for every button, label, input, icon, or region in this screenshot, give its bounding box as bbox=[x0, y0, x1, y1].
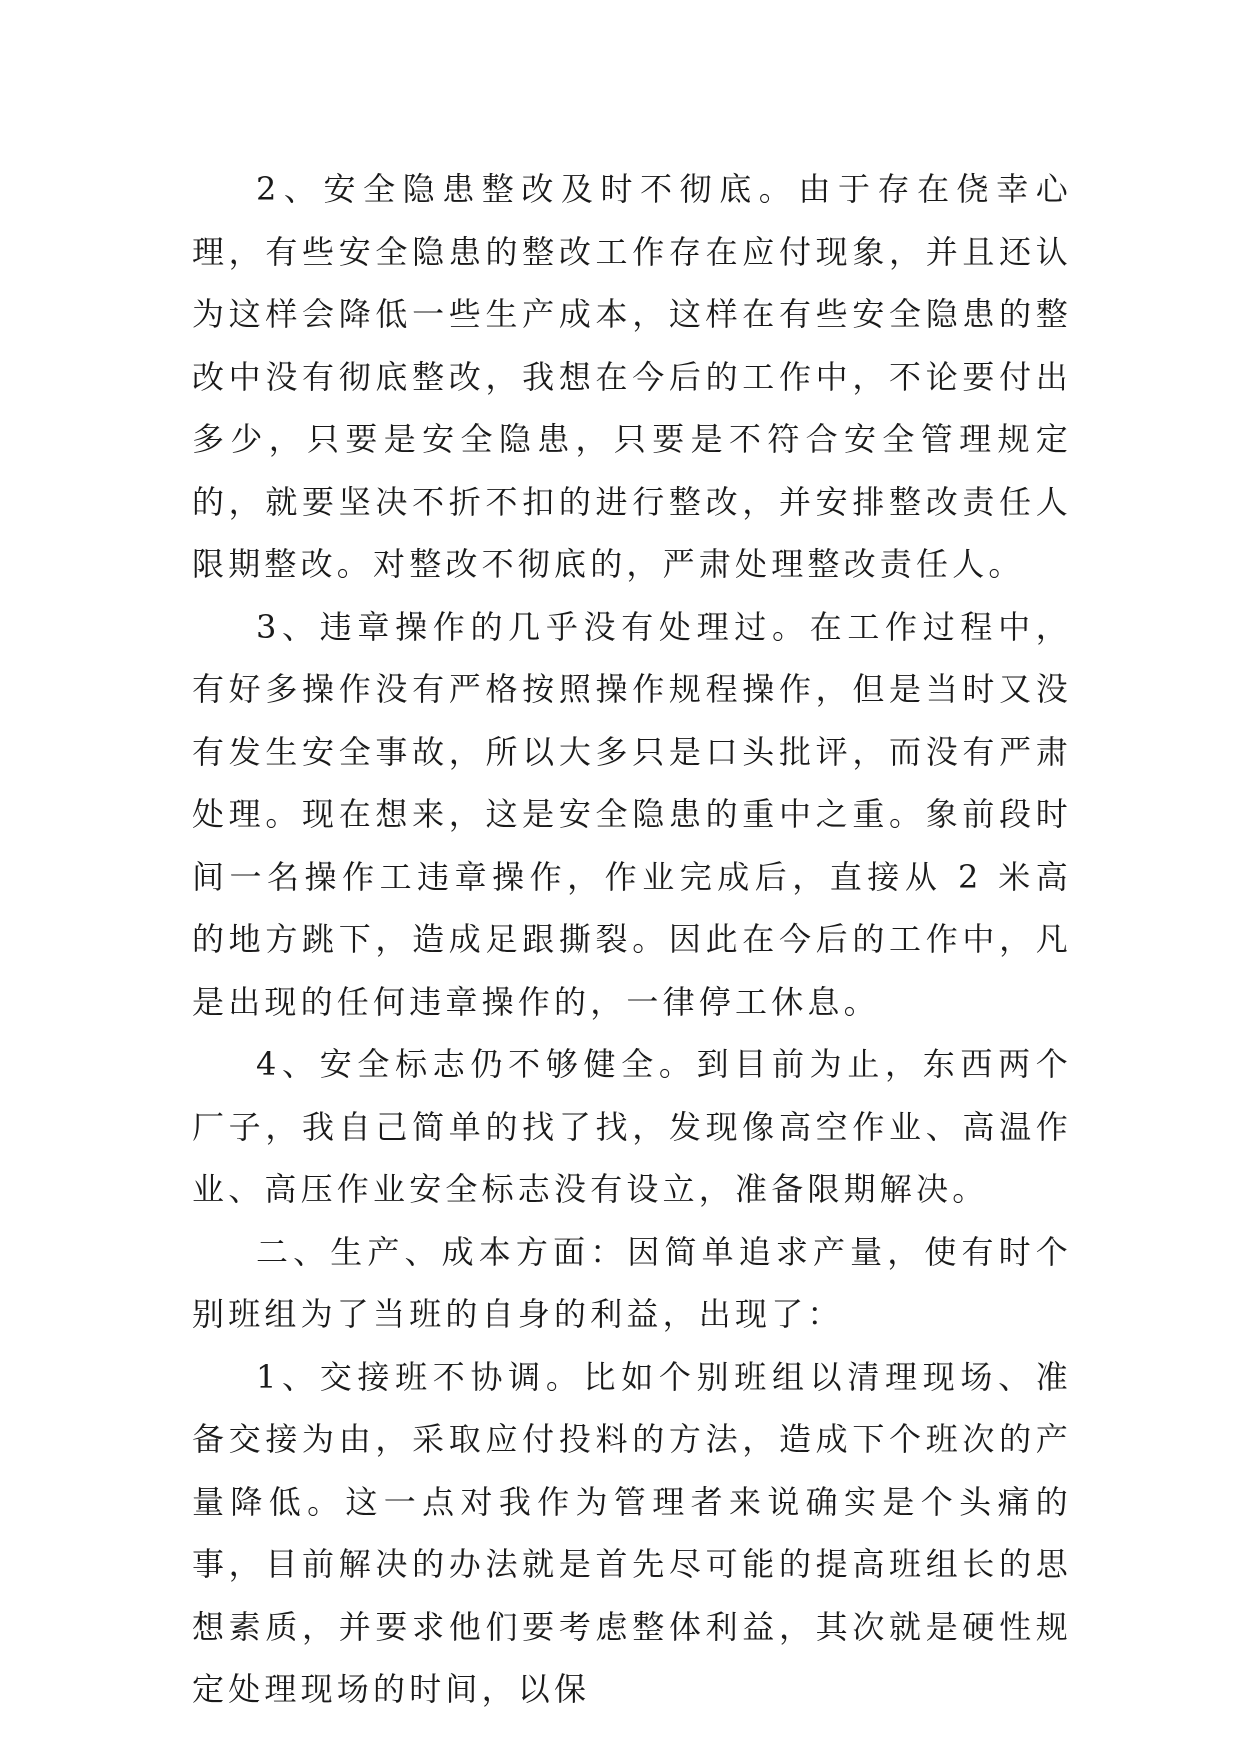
paragraph-production-cost-heading: 二、生产、成本方面：因简单追求产量，使有时个别班组为了当班的自身的利益，出现了： bbox=[192, 1232, 1072, 1333]
paragraph-shift-handover: 1、交接班不协调。比如个别班组以清理现场、准备交接为由，采取应付投料的方法，造成下个班次的产量降低。这一点对我作为管理者来说确实是个头痛的事，目前解决的办法就是首先尽可能的提高班组长的思想素质，并要求他们要考虑整体利益，其次就是硬性规定处理现场的时间，以保 bbox=[192, 1357, 1072, 1708]
paragraph-safety-signs: 4、安全标志仍不够健全。到目前为止，东西两个厂子，我自己简单的找了找，发现像高空作业、高温作业、高压作业安全标志没有设立，准备限期解决。 bbox=[192, 1045, 1072, 1208]
paragraph-violation-handling: 3、违章操作的几乎没有处理过。在工作过程中，有好多操作没有严格按照操作规程操作，但是当时又没有发生安全事故，所以大多只是口头批评，而没有严肃处理。现在想来，这是安全隐患的重中之重。象前段时间一名操作工违章操作，作业完成后，直接从 2 米高的地方跳下，造成足跟撕裂。因此在今后的工作中，凡是出现的任何违章操作的，一律停工休息。 bbox=[192, 607, 1072, 1021]
paragraph-safety-rectification: 2、安全隐患整改及时不彻底。由于存在侥幸心理，有些安全隐患的整改工作存在应付现象，并且还认为这样会降低一些生产成本，这样在有些安全隐患的整改中没有彻底整改，我想在今后的工作中，不论要付出多少，只要是安全隐患，只要是不符合安全管理规定的，就要坚决不折不扣的进行整改，并安排整改责任人限期整改。对整改不彻底的，严肃处理整改责任人。 bbox=[192, 170, 1072, 583]
document-body bbox=[192, 158, 1072, 1721]
